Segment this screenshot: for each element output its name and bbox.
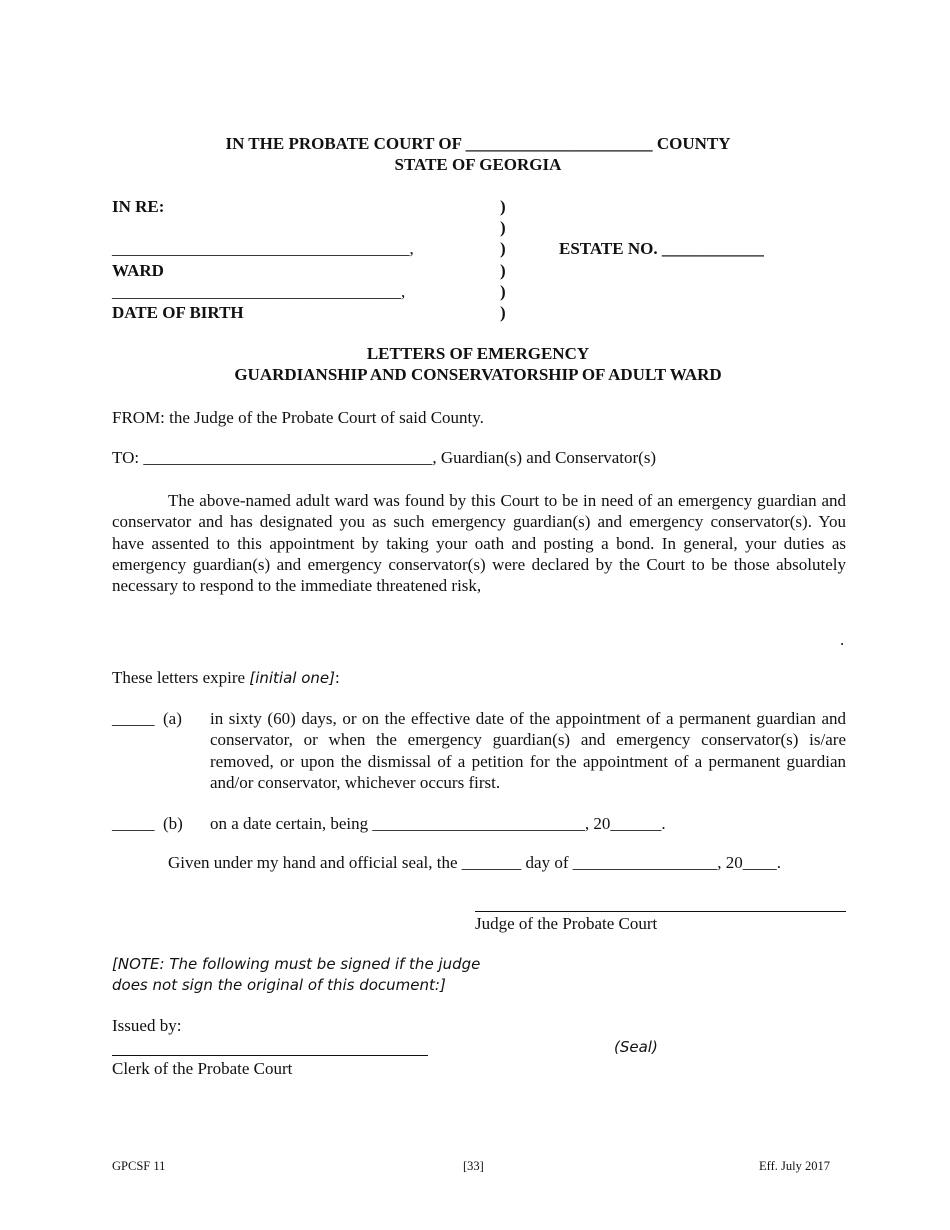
document-subtitle: GUARDIANSHIP AND CONSERVATORSHIP OF ADULT WARD [234, 365, 722, 384]
issued-by-label: Issued by: [112, 1016, 182, 1035]
effective-date: Eff. July 2017 [759, 1159, 830, 1173]
in-re-label: IN RE: [112, 197, 165, 216]
trailing-period: . [840, 630, 845, 649]
court-heading: IN THE PROBATE COURT OF ______________________ COUNTY [225, 134, 731, 153]
clerk-signature-line[interactable] [112, 1055, 428, 1056]
given-under-hand-line[interactable]: Given under my hand and official seal, the _______ day of _________________, 20____. [168, 853, 781, 872]
caption-paren: ) [500, 261, 506, 280]
clerk-label: Clerk of the Probate Court [112, 1059, 293, 1078]
caption-paren: ) [500, 303, 506, 322]
expire-suffix: : [335, 668, 340, 687]
date-of-birth-label: DATE OF BIRTH [112, 303, 244, 322]
caption-paren: ) [500, 239, 506, 258]
form-id: GPCSF 11 [112, 1159, 166, 1173]
from-line: FROM: the Judge of the Probate Court of said County. [112, 408, 484, 427]
option-a-text: in sixty (60) days, or on the effective date of the appointment of a permanent guardian and conservator, or when the emergency guardian(s) and emergency conservator(s) is/are removed, or upon the dismissal of a petition for the appointment of a permanent guardian and/or conservator, whichever occurs first. [210, 709, 846, 792]
note-line-1: [NOTE: The following must be signed if the judge [112, 955, 481, 973]
option-a-letter: (a) [163, 709, 182, 728]
body-paragraph: The above-named adult ward was found by this Court to be in need of an emergency guardian and conservator and has designated you as such emergency guardian(s) and emergency conservator(s). You have assented to this appointment by taking your oath and posting a bond. In general, your duties as emergency guardian(s) and emergency conservator(s) were declared by the Court to be those absolutely necessary to respond to the immediate threatened risk, [112, 491, 846, 596]
caption-paren: ) [500, 197, 506, 216]
date-of-birth-field[interactable]: __________________________________, [112, 282, 406, 301]
ward-label: WARD [112, 261, 164, 280]
document-title: LETTERS OF EMERGENCY [366, 344, 590, 363]
expire-instruction: [initial one] [249, 669, 335, 687]
judge-signature-line[interactable] [475, 911, 846, 912]
expire-line [112, 668, 340, 688]
estate-number-field[interactable] [559, 239, 764, 259]
option-a-initial-field[interactable]: _____ [112, 709, 155, 728]
caption-paren: ) [500, 218, 506, 237]
option-b-initial-field[interactable]: _____ [112, 814, 155, 833]
expire-prefix: These letters expire [112, 668, 250, 687]
estate-number-text: ESTATE NO. ____________ [559, 239, 764, 258]
page-number: [33] [463, 1159, 484, 1173]
seal-label: (Seal) [614, 1038, 658, 1056]
ward-name-field[interactable]: ___________________________________, [112, 239, 414, 258]
to-line[interactable]: TO: __________________________________, Guardian(s) and Conservator(s) [112, 448, 657, 467]
option-b-letter: (b) [163, 814, 183, 833]
caption-paren: ) [500, 282, 506, 301]
option-b-text[interactable]: on a date certain, being _________________________, 20______. [210, 814, 666, 833]
judge-label: Judge of the Probate Court [475, 914, 658, 933]
note-line-2: does not sign the original of this document:] [112, 976, 446, 994]
state-heading: STATE OF GEORGIA [394, 155, 562, 174]
